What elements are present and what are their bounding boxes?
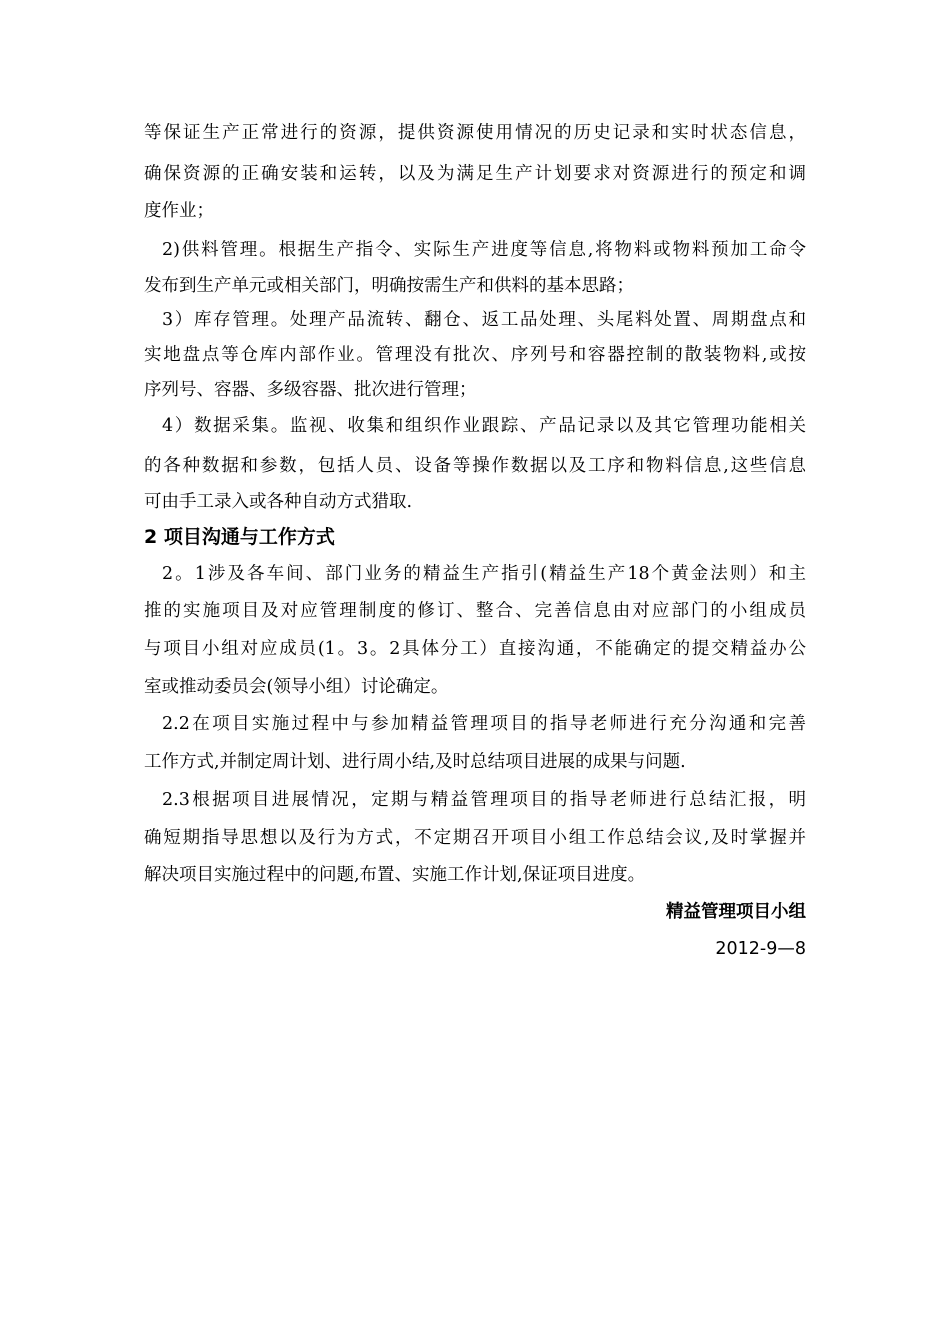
body-text-line: 发布到生产单元或相关部门，明确按需生产和供料的基本思路；	[144, 276, 634, 296]
paragraph-2-1: 2。1涉及各车间、部门业务的精益生产指引(精益生产18个黄金法则）和主	[162, 564, 806, 584]
body-text-line: 室或推动委员会(领导小组）讨论确定。	[144, 677, 449, 697]
body-text-line: 的各种数据和参数，包括人员、设备等操作数据以及工序和物料信息,这些信息	[144, 456, 806, 476]
body-text-line: 解决项目实施过程中的问题,布置、实施工作计划,保证项目进度。	[144, 865, 646, 885]
body-text-line: 确保资源的正确安装和运转，以及为满足生产计划要求对资源进行的预定和调	[144, 164, 806, 184]
list-item-data-collection: 4）数据采集。监视、收集和组织作业跟踪、产品记录以及其它管理功能相关	[162, 416, 806, 436]
body-text-line: 可由手工录入或各种自动方式猎取.	[144, 492, 413, 512]
paragraph-2-2: 2.2在项目实施过程中与参加精益管理项目的指导老师进行充分沟通和完善	[162, 714, 806, 734]
body-text-line: 等保证生产正常进行的资源，提供资源使用情况的历史记录和实时状态信息，	[144, 123, 806, 143]
list-item-inventory-management: 3）库存管理。处理产品流转、翻仓、返工品处理、头尾料处置、周期盘点和	[162, 310, 806, 330]
date: 2012-9—8	[715, 939, 806, 959]
body-text-line: 工作方式,并制定周计划、进行周小结,及时总结项目进展的成果与问题.	[144, 752, 686, 772]
body-text-line: 与项目小组对应成员(1。3。2具体分工）直接沟通，不能确定的提交精益办公	[144, 639, 806, 659]
body-text-line: 推的实施项目及对应管理制度的修订、整合、完善信息由对应部门的小组成员	[144, 601, 806, 621]
section-heading: 2 项目沟通与工作方式	[144, 526, 335, 548]
body-text-line: 实地盘点等仓库内部作业。管理没有批次、序列号和容器控制的散装物料,或按	[144, 345, 806, 365]
signature: 精益管理项目小组	[666, 902, 806, 922]
body-text-line: 确短期指导思想以及行为方式，不定期召开项目小组工作总结会议,及时掌握并	[144, 828, 806, 848]
paragraph-2-3: 2.3根据项目进展情况，定期与精益管理项目的指导老师进行总结汇报，明	[162, 790, 806, 810]
list-item-supply-management: 2)供料管理。根据生产指令、实际生产进度等信息,将物料或物料预加工命令	[162, 240, 806, 260]
body-text-line: 序列号、容器、多级容器、批次进行管理；	[144, 380, 477, 400]
body-text-line: 度作业；	[144, 201, 214, 221]
